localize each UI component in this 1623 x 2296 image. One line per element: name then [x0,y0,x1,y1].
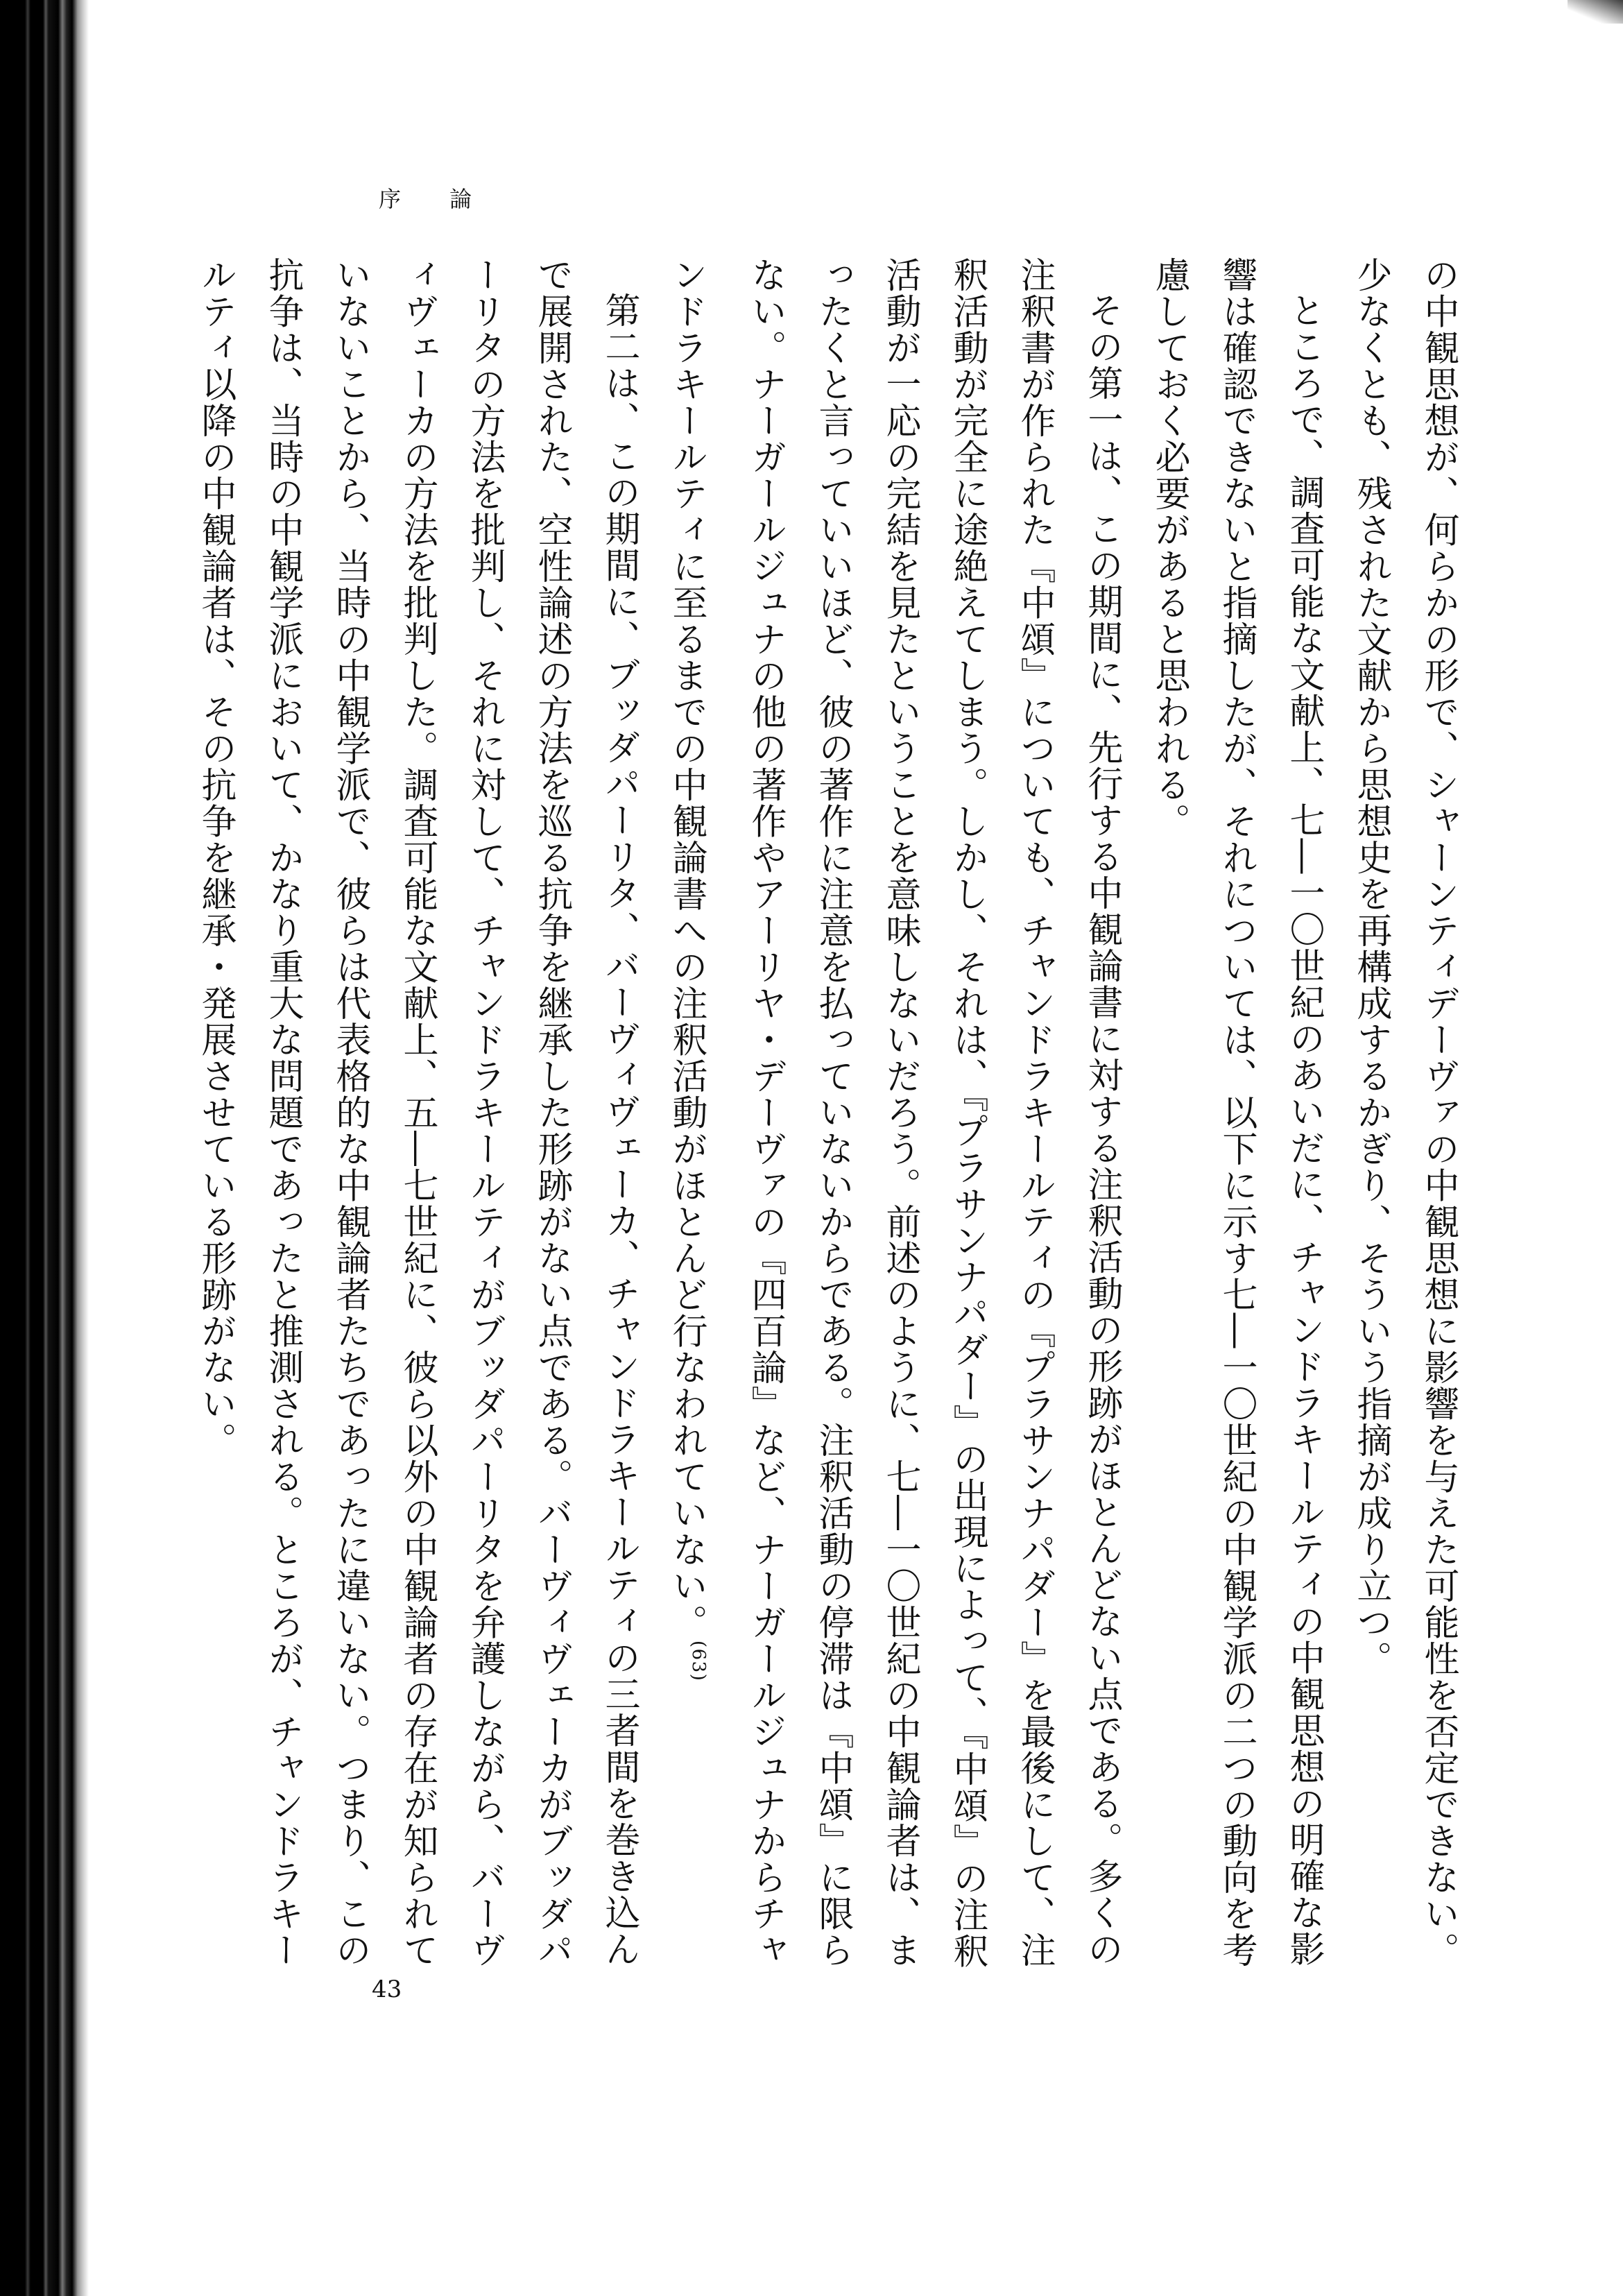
paragraph-text: ところで、調査可能な文献上、七―一〇世紀のあいだに、チャンドラキールティの中観思想の明確な影響は確認できないと指摘したが、それについては、以下に示す七―一〇世紀の中観学派の二つの動向を考慮しておく必要があると思われる。 [1149,257,1324,1969]
body-text [195,257,1472,1977]
paragraph-text: 第二は、この期間に、ブッダパーリタ、バーヴィヴェーカ、チャンドラキールティの三者間を巻き込んで展開された、空性論述の方法を巡る抗争を継承した形跡がない点である。バーヴィヴェーカがブッダパーリタの方法を批判し、それに対して、チャンドラキールティがブッダパーリタを弁護しながら、バーヴィヴェーカの方法を批判した。調査可能な文献上、五―七世紀に、彼ら以外の中観論者の存在が知られていないことから、当時の中観学派で、彼らは代表格的な中観論者たちであったに違いない。つまり、この抗争は、当時の中観学派において、かなり重大な問題であったと推測される。ところが、チャンドラキールティ以降の中観論者は、その抗争を継承・発展させている形跡がない。 [195,257,639,1969]
book-spine-shadow [0,0,89,2296]
scan-corner-mark [1568,0,1623,24]
page-number: 43 [372,1976,402,2003]
paragraph [1135,257,1337,1977]
paragraph [182,257,653,1977]
paragraph-text: その第一は、この期間に、先行する中観論書に対する注釈活動の形跡がほとんどない点である。多くの注釈書が作られた『中頌』についても、チャンドラキールティの『プラサンナパダー』を最後にして、注釈活動が完全に途絶えてしまう。しかし、それは、『プラサンナパダー』の出現によって、『中頌』の注釈活動が一応の完結を見たということを意味しないだろう。前述のように、七―一〇世紀の中観論者は、まったくと言っていいほど、彼の著作に注意を払っていないからである。注釈活動の停滞は『中頌』に限らない。ナーガールジュナの他の著作やアーリヤ・デーヴァの『四百論』など、ナーガールジュナからチャンドラキールティに至るまでの中観論書への注釈活動がほとんど行なわれていない。 [666,257,1122,1969]
running-head: 序 論 [379,186,493,212]
footnote-reference: (63) [688,1640,709,1682]
paragraph [653,257,1135,1977]
paragraph-text: の中観思想が、何らかの形で、シャーンティデーヴァの中観思想に影響を与えた可能性を否定できない。少なくとも、残された文献から思想史を再構成するかぎり、そういう指摘が成り立つ。 [1350,257,1459,1969]
paragraph [1337,257,1472,1977]
